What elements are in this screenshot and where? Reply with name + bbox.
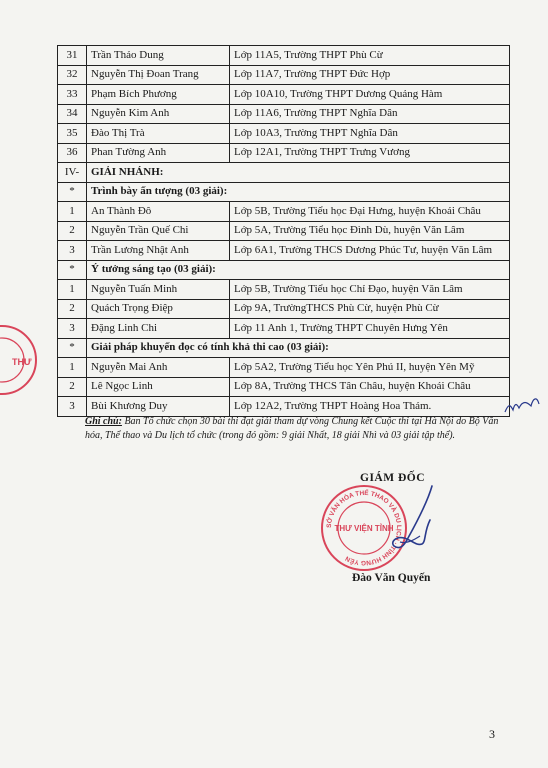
student-name: Trần Lương Nhật Anh xyxy=(87,241,230,261)
section-header-row xyxy=(58,163,510,183)
class-school: Lớp 5A, Trường Tiểu học Đình Dù, huyện Văn Lâm xyxy=(230,221,510,241)
row-number: 2 xyxy=(58,221,87,241)
student-name: Đào Thị Trà xyxy=(87,124,230,144)
class-school: Lớp 6A1, Trường THCS Dương Phúc Tư, huyện Văn Lâm xyxy=(230,241,510,261)
subsection-header-row xyxy=(58,338,510,358)
awards-table xyxy=(57,45,510,417)
row-number: 2 xyxy=(58,377,87,397)
table-row xyxy=(58,124,510,144)
row-number: 3 xyxy=(58,319,87,339)
row-number: 32 xyxy=(58,65,87,85)
student-name: Đặng Linh Chi xyxy=(87,319,230,339)
class-school: Lớp 5A2, Trường Tiểu học Yên Phú II, huyện Yên Mỹ xyxy=(230,358,510,378)
row-number: 2 xyxy=(58,299,87,319)
student-name: Quách Trọng Điệp xyxy=(87,299,230,319)
student-name: Lê Ngọc Linh xyxy=(87,377,230,397)
class-school: Lớp 11A5, Trường THPT Phù Cừ xyxy=(230,46,510,66)
table-row xyxy=(58,202,510,222)
table-row xyxy=(58,377,510,397)
student-name: Nguyễn Tuấn Minh xyxy=(87,280,230,300)
class-school: Lớp 5B, Trường Tiểu học Chỉ Đạo, huyện Văn Lâm xyxy=(230,280,510,300)
margin-initials xyxy=(503,392,543,416)
row-number: 34 xyxy=(58,104,87,124)
class-school: Lớp 10A10, Trường THPT Dương Quảng Hàm xyxy=(230,85,510,105)
table-row xyxy=(58,65,510,85)
student-name: Nguyễn Trần Quế Chi xyxy=(87,221,230,241)
row-marker: * xyxy=(58,338,87,358)
student-name: An Thành Đô xyxy=(87,202,230,222)
table-row xyxy=(58,319,510,339)
table-row xyxy=(58,299,510,319)
subsection-header-row xyxy=(58,182,510,202)
svg-text:SỞ VĂN HÓA THỂ THAO VÀ DU LỊCH: SỞ VĂN HÓA THỂ THAO VÀ DU LỊCH · TỈNH HƯNG YÊN xyxy=(325,489,403,567)
subsection-title: Ý tưởng sáng tạo (03 giải): xyxy=(87,260,510,280)
student-name: Nguyễn Kim Anh xyxy=(87,104,230,124)
director-title: GIÁM ĐỐC xyxy=(360,472,426,484)
table-row xyxy=(58,241,510,261)
class-school: Lớp 11 Anh 1, Trường THPT Chuyên Hưng Yên xyxy=(230,319,510,339)
class-school: Lớp 5B, Trường Tiểu học Đại Hưng, huyện Khoái Châu xyxy=(230,202,510,222)
class-school: Lớp 11A6, Trường THPT Nghĩa Dân xyxy=(230,104,510,124)
student-name: Trần Thảo Dung xyxy=(87,46,230,66)
class-school: Lớp 11A7, Trường THPT Đức Hợp xyxy=(230,65,510,85)
table-row xyxy=(58,85,510,105)
student-name: Phạm Bích Phương xyxy=(87,85,230,105)
svg-text:THƯ: THƯ xyxy=(12,357,32,367)
note-label: Ghi chú: xyxy=(85,416,122,427)
class-school: Lớp 8A, Trường THCS Tân Châu, huyện Khoái Châu xyxy=(230,377,510,397)
class-school: Lớp 12A1, Trường THPT Trưng Vương xyxy=(230,143,510,163)
table-row xyxy=(58,104,510,124)
class-school: Lớp 12A2, Trường THPT Hoàng Hoa Thám. xyxy=(230,397,510,417)
row-number: 35 xyxy=(58,124,87,144)
partial-seal xyxy=(0,320,38,400)
table-row xyxy=(58,358,510,378)
table-row xyxy=(58,397,510,417)
subsection-title: Trình bày ấn tượng (03 giải): xyxy=(87,182,510,202)
class-school: Lớp 9A, TrườngTHCS Phù Cừ, huyện Phù Cừ xyxy=(230,299,510,319)
row-marker: IV- xyxy=(58,163,87,183)
note-text: Ban Tổ chức chọn 30 bài thi đạt giải tham dự vòng Chung kết Cuộc thi tại Hà Nội do Bộ Văn hóa, Thể thao và Du lịch tổ chức (trong đó gồm: 9 giải Nhất, 18 giải Nhì và 03 giải tập thể). xyxy=(85,416,499,441)
note-paragraph xyxy=(85,415,505,443)
section-title: GIẢI NHÁNH: xyxy=(87,163,510,183)
student-name: Phan Tường Anh xyxy=(87,143,230,163)
director-signature xyxy=(370,480,450,560)
table-row xyxy=(58,143,510,163)
subsection-title: Giải pháp khuyến đọc có tính khả thi cao (03 giải): xyxy=(87,338,510,358)
class-school: Lớp 10A3, Trường THPT Nghĩa Dân xyxy=(230,124,510,144)
row-number: 3 xyxy=(58,241,87,261)
row-number: 1 xyxy=(58,358,87,378)
table-row xyxy=(58,46,510,66)
row-marker: * xyxy=(58,182,87,202)
row-number: 1 xyxy=(58,280,87,300)
subsection-header-row xyxy=(58,260,510,280)
seal-center-text: THƯ VIỆN TỈNH xyxy=(334,524,394,533)
row-marker: * xyxy=(58,260,87,280)
student-name: Nguyễn Thị Đoan Trang xyxy=(87,65,230,85)
page-number: 3 xyxy=(489,727,495,741)
student-name: Nguyễn Mai Anh xyxy=(87,358,230,378)
row-number: 31 xyxy=(58,46,87,66)
row-number: 1 xyxy=(58,202,87,222)
table-row xyxy=(58,221,510,241)
student-name: Bùi Khương Duy xyxy=(87,397,230,417)
director-name: Đào Văn Quyến xyxy=(352,572,431,584)
row-number: 3 xyxy=(58,397,87,417)
row-number: 33 xyxy=(58,85,87,105)
row-number: 36 xyxy=(58,143,87,163)
table-row xyxy=(58,280,510,300)
